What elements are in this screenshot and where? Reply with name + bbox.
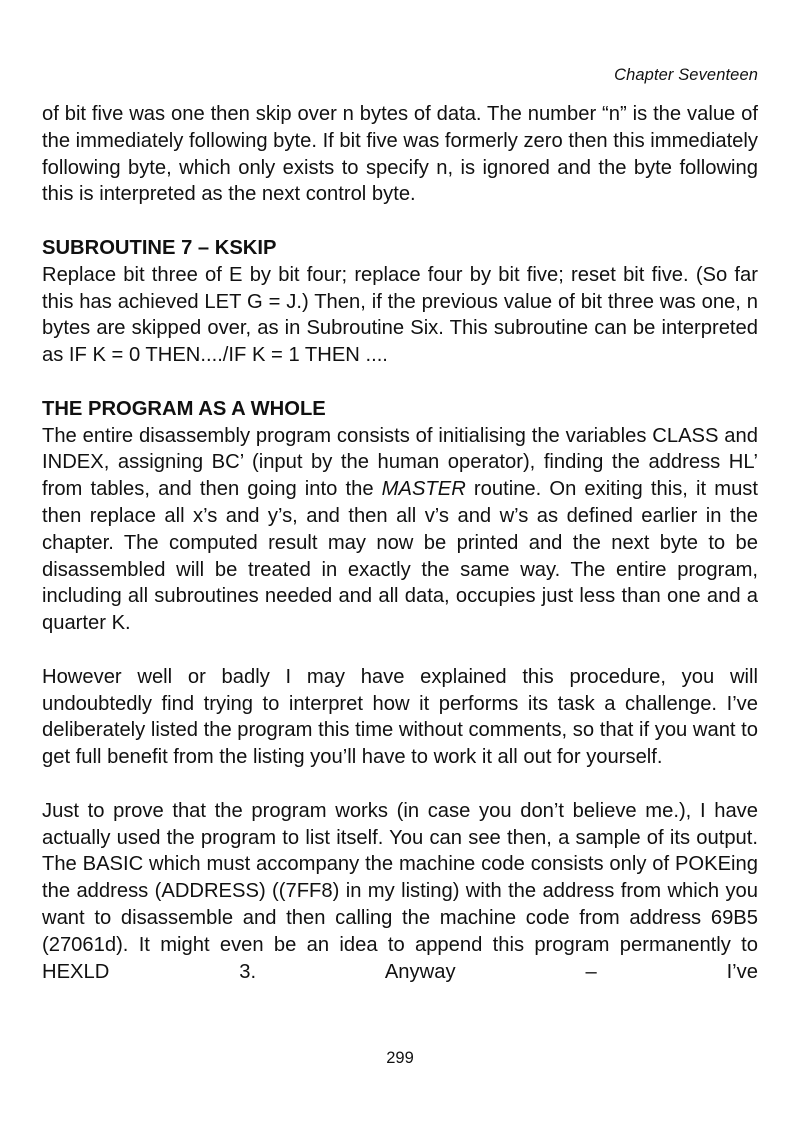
page-number: 299 bbox=[386, 1049, 414, 1067]
subroutine-7-text: Replace bit three of E by bit four; replace four by bit five; reset bit five. (So far this has achieved LET G = J.) Then, if the previous value of bit three was one, n bytes are skipped over, as in Subroutine Six. This subroutine can be interpreted as IF K = 0 THEN..../IF K = 1 THEN .... bbox=[42, 263, 758, 367]
program-as-whole-text-a: The entire disassembly program consists of initialising the variables CLASS and INDEX, assigning BC’ (input by the human operator), finding the address HL’ from tables, and then going into the bbox=[42, 424, 758, 501]
section-subroutine-7 bbox=[42, 235, 758, 369]
program-as-whole-text-b: routine. On exiting this, it must then replace all x’s and y’s, and then all v’s and w’s as defined earlier in the chapter. The computed result may now be printed and the next byte to be disassembled will be treated in exactly the same way. The entire program, including all subroutines needed and all data, occupies just less than one and a quarter K. bbox=[42, 478, 758, 635]
master-routine-emphasis: MASTER bbox=[381, 478, 466, 501]
book-page bbox=[42, 0, 758, 1135]
body-text bbox=[42, 101, 758, 985]
paragraph-explanation: However well or badly I may have explained this procedure, you will undoubtedly find trying to interpret how it performs its task a challenge. I’ve deliberately listed the program this time without comments, so that if you want to get full benefit from the listing you’ll have to work it all out for yourself. bbox=[42, 665, 758, 769]
paragraph-continuation: of bit five was one then skip over n bytes of data. The number “n” is the value of the immediately following byte. If bit five was formerly zero then this immediately following byte, which only exists to specify n, is ignored and the byte following this is interpreted as the next control byte. bbox=[42, 103, 758, 206]
running-head: Chapter Seventeen bbox=[614, 66, 758, 84]
section-heading-program-as-whole: THE PROGRAM AS A WHOLE bbox=[42, 397, 326, 420]
section-heading-subroutine-7: SUBROUTINE 7 – KSKIP bbox=[42, 236, 277, 259]
section-program-as-whole bbox=[42, 396, 758, 637]
paragraph-proof: Just to prove that the program works (in case you don’t believe me.), I have actually used the program to list itself. You can see then, a sample of its output. The BASIC which must accompany the machine code consists only of POKEing the address (ADDRESS) ((7FF8) in my listing) with the address from which you want to disassemble and then calling the machine code from address 69B5 (27061d). It might even be an idea to append this program permanently to HEXLD 3. Anyway – I’ve bbox=[42, 799, 758, 983]
